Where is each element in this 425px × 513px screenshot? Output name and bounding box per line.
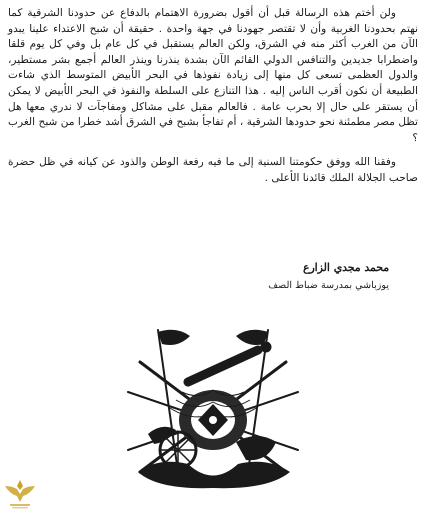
letter-body <box>8 6 418 187</box>
letter-paragraph-1: ولن أختم هذه الرسالة قبل أن أقول بضرورة الاهتمام بالدفاع عن حدودنا الشرقية كما نهتم بحدودنا الغربية وأن لا تقتصر جهودنا في جهة واحدة . حقيقة أن شبح الاعتداء علينا يبدو الآن من الغرب أكثر منه في الشرق، ولكن العالم يستقبل في كل عام بل وفي كل يوم قلقا واضطرابا جديدين والتنافس الدولي القائم الآن بشدة ينذرنا وينذر العالم أجمع بشر مستطير، والدول العظمى تسعى كل منها إلى زيادة نفوذها في البحر الأبيض المتوسط الذي شاءت الطبيعة أن نكون أقرب الناس إليه . هذا التنازع على السلطة والنفوذ في البحر الأبيض لا يمكن أن يستقر على حال إلا بحرب عامة . فالعالم مقبل على مشاكل ومفاجآت لا ندري معها هل تظل مصر مطمئنة نحو حدودها الشرقية ، أم تفاجأ بشبح في الشرق أشد خطرا من شبح الغرب ؟ <box>8 7 418 144</box>
signature-block <box>268 259 389 295</box>
signature-rank: يوزباشي بمدرسة ضباط الصف <box>268 280 389 291</box>
signature-name: محمد مجدي الزارع <box>303 261 389 274</box>
letter-paragraph-2: وفقنا الله ووفق حكومتنا السنية إلى ما فيه رفعة الوطن والذود عن كيانه في ظل حضرة صاحب الجلالة الملك قائدنا الأعلى . <box>8 156 418 184</box>
eagle-watermark-icon <box>2 474 38 510</box>
military-trophy-emblem-icon <box>118 322 308 492</box>
